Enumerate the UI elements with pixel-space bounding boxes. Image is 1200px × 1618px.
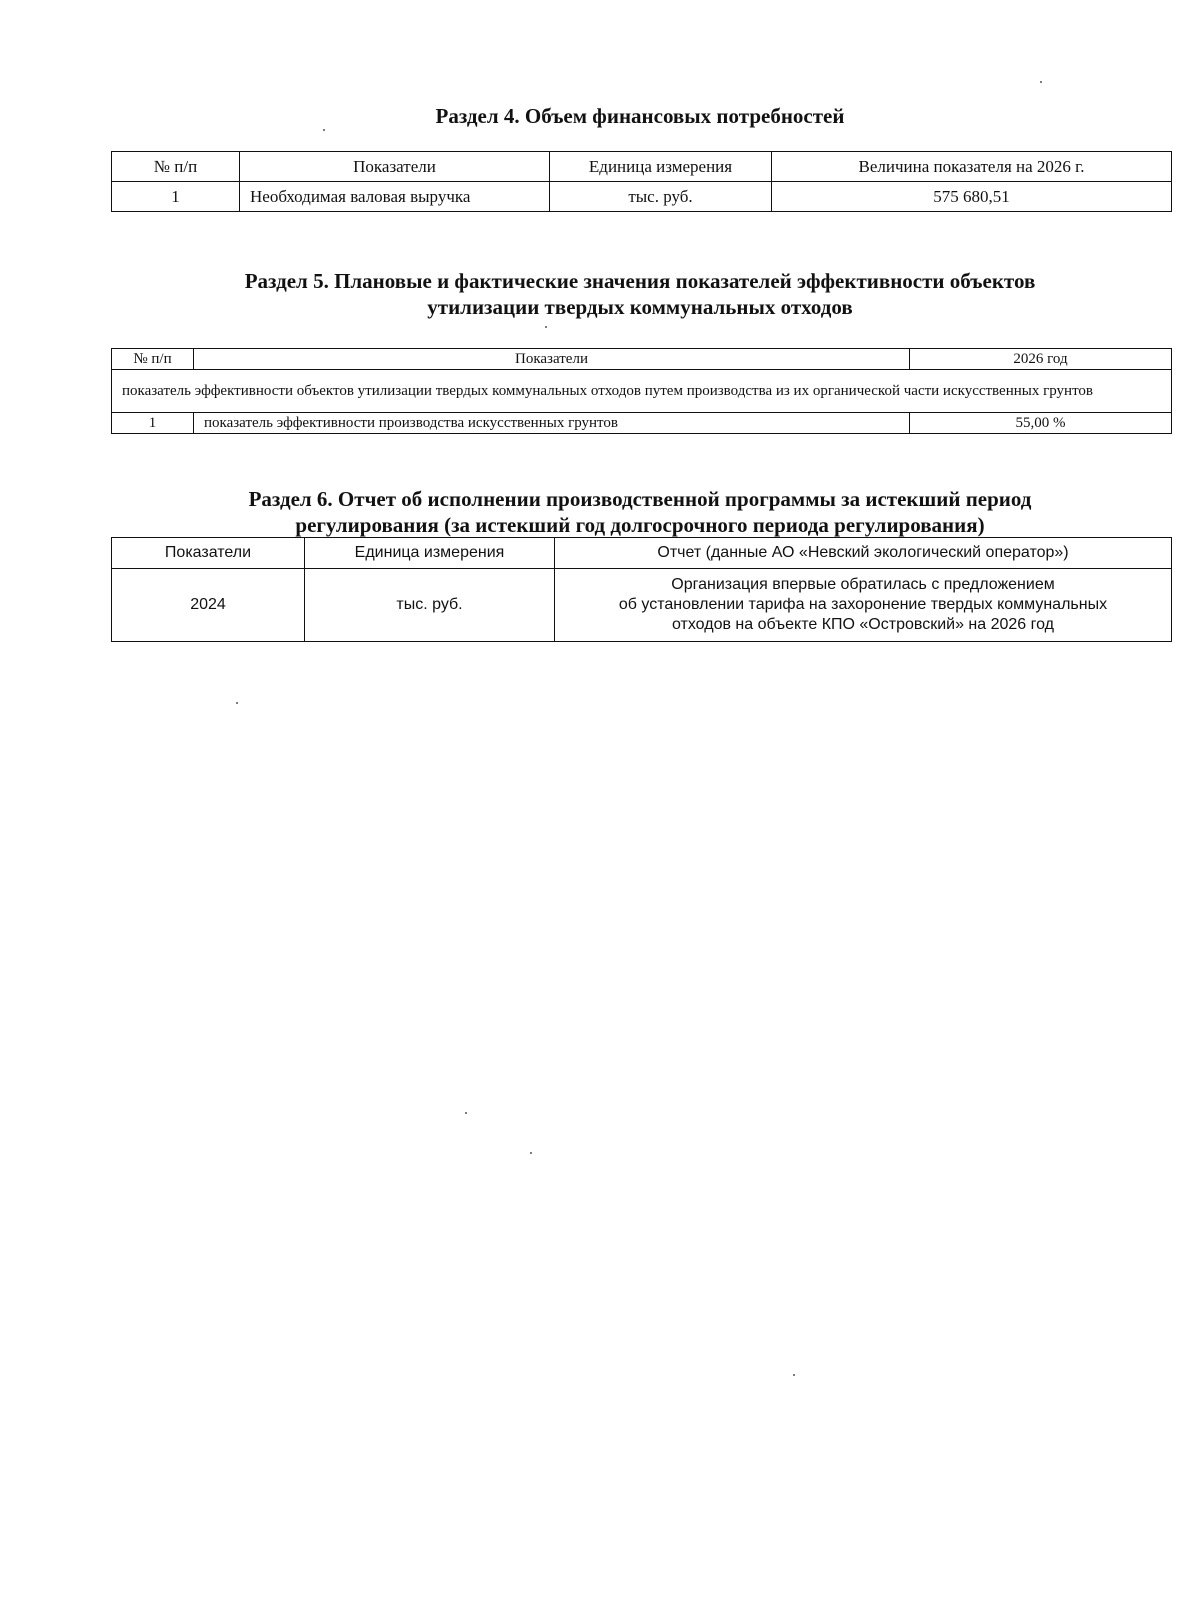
- table-row: [112, 413, 1172, 434]
- header-indicators: Показатели: [112, 538, 305, 569]
- row-unit: тыс. руб.: [305, 569, 555, 642]
- row-number: 1: [112, 413, 194, 434]
- scan-speck: [1040, 81, 1042, 83]
- header-number: № п/п: [112, 349, 194, 370]
- scan-speck: [323, 129, 325, 131]
- row-year: 2024: [112, 569, 305, 642]
- row-indicator: Необходимая валовая выручка: [240, 182, 550, 212]
- header-unit: Единица измерения: [305, 538, 555, 569]
- financial-needs-table: [111, 151, 1172, 212]
- scan-speck: [465, 1112, 467, 1114]
- section-5-title-line-1: Раздел 5. Плановые и фактические значения показателей эффективности объектов: [244, 269, 1036, 293]
- program-report-table: [111, 537, 1172, 642]
- report-line-2: об установлении тарифа на захоронение твердых коммунальных: [618, 596, 1108, 613]
- scan-speck: [793, 1374, 795, 1376]
- scan-speck: [530, 1152, 532, 1154]
- section-6-title-line-1: Раздел 6. Отчет об исполнении производственной программы за истекший период: [248, 487, 1032, 511]
- header-number: № п/п: [112, 152, 240, 182]
- section-6-title: [110, 486, 1170, 538]
- header-report: Отчет (данные АО «Невский экологический оператор»): [555, 538, 1172, 569]
- group-indicator: показатель эффективности объектов утилизации твердых коммунальных отходов путем производства из их органической части искусственных грунтов: [112, 370, 1172, 413]
- table-header-row: [112, 538, 1172, 569]
- table-header-row: [112, 349, 1172, 370]
- row-unit: тыс. руб.: [550, 182, 772, 212]
- efficiency-indicators-table: [111, 348, 1172, 434]
- table-group-row: [112, 370, 1172, 413]
- section-5-title-line-2: утилизации твердых коммунальных отходов: [427, 295, 853, 319]
- report-line-1: Организация впервые обратилась с предложением: [671, 576, 1055, 593]
- header-value-2026: Величина показателя на 2026 г.: [772, 152, 1172, 182]
- row-indicator: показатель эффективности производства искусственных грунтов: [194, 413, 910, 434]
- scan-speck: [236, 702, 238, 704]
- header-unit: Единица измерения: [550, 152, 772, 182]
- section-6-title-line-2: регулирования (за истекший год долгосрочного периода регулирования): [295, 513, 985, 537]
- row-value: 55,00 %: [910, 413, 1172, 434]
- table-row: [112, 182, 1172, 212]
- section-4-title: Раздел 4. Объем финансовых потребностей: [435, 104, 845, 128]
- row-value: 575 680,51: [772, 182, 1172, 212]
- table-header-row: [112, 152, 1172, 182]
- section-5-title: [110, 268, 1170, 320]
- header-year-2026: 2026 год: [910, 349, 1172, 370]
- scan-speck: [545, 326, 547, 328]
- header-indicators: Показатели: [194, 349, 910, 370]
- report-line-3: отходов на объекте КПО «Островский» на 2026 год: [671, 616, 1054, 633]
- row-report: [555, 569, 1172, 642]
- header-indicators: Показатели: [240, 152, 550, 182]
- row-number: 1: [112, 182, 240, 212]
- table-row: [112, 569, 1172, 642]
